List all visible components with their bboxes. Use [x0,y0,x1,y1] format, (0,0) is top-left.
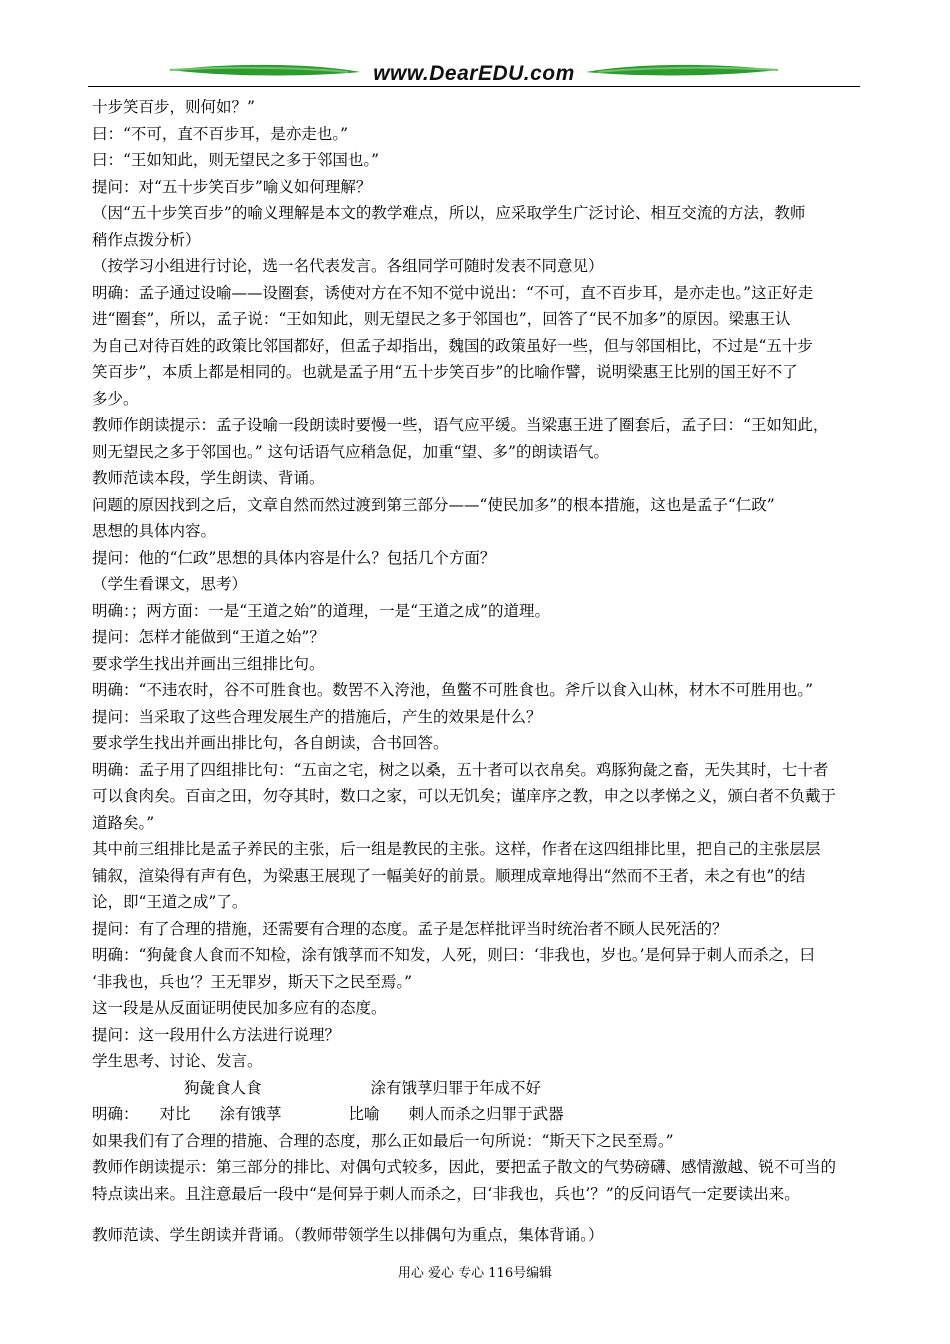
text-line: 提问：对“五十步笑百步”喻义如何理解？ [92,177,372,196]
text-line: 明确：孟子用了四组排比句：“五亩之宅，树之以桑，五十者可以衣帛矣。鸡豚狗彘之畜，无失其时，七十者 [92,760,829,779]
diagram-label: 明确： [92,1105,139,1123]
text-line: 论，即“王道之成”了。 [92,893,248,911]
page-footer: 用心 爱心 专心 116号编辑 [397,1266,553,1281]
text-line: ‘非我也，兵也’？王无罪岁，斯天下之民至焉。” [92,972,413,991]
text-line: 教师作朗读提示：第三部分的排比、对偶句式较多，因此，要把孟子散文的气势磅礴、感情激越、锐不可当的 [92,1158,837,1176]
text-line: 其中前三组排比是孟子养民的主张，后一组是教民的主张。这样，作者在这四组排比里，把自己的主张层层 [92,840,821,858]
header-rule [88,86,860,87]
text-line: 曰：“不可，直不百步耳，是亦走也。” [92,124,349,143]
text-line: 笑百步”，本质上都是相同的。也就是孟子用“五十步笑百步”的比喻作譬，说明梁惠王比别的国王好不了 [92,363,798,381]
text-line: （学生看课文，思考） [92,575,248,593]
text-line: 明确：“不违农时，谷不可胜食也。数罟不入洿池，鱼鳖不可胜食也。斧斤以食入山林，材木不可胜用也。” [92,681,814,699]
text-line: 要求学生找出并画出三组排比句。 [92,654,325,673]
text-line: 道路矣。” [92,813,155,832]
diagram-row-2 [92,1101,866,1128]
diagram-item: 刺人而杀之归罪于武器 [408,1105,564,1123]
text-line: 提问：当采取了这些合理发展生产的措施后，产生的效果是什么？ [92,707,542,726]
diagram-item: 涂有饿莩归罪于年成不好 [370,1078,542,1097]
text-line: 提问：他的“仁政”思想的具体内容是什么？包括几个方面？ [92,548,496,567]
text-line: 十步笑百步，则何如？” [92,98,255,116]
text-line: （因“五十步笑百步”的喻义理解是本文的教学难点，所以，应采取学生广泛讨论、相互交流的方法，教师 [92,204,806,222]
text-line: 则无望民之多于邻国也。” 这句话语气应稍急促，加重“望、多”的朗读语气。 [92,442,609,461]
text-line: 教师范读、学生朗读并背诵。（教师带领学生以排偶句为重点，集体背诵。） [92,1226,604,1244]
text-line: 可以食肉矣。百亩之田，勿夺其时，数口之家，可以无饥矣；谨庠序之教，申之以孝悌之义，颁白者不负戴于 [92,787,837,805]
text-line: 要求学生找出并画出排比句，各自朗读，合书回答。 [92,734,449,752]
text-line: 这一段是从反面证明使民加多应有的态度。 [92,999,387,1017]
text-line: 提问：怎样才能做到“王道之始”？ [92,628,325,646]
diagram-item: 对比 [159,1105,191,1123]
text-line: 进“圈套”，所以，孟子说：“王如知此，则无望民之多于邻国也”，回答了“民不加多”的原因。梁惠王认 [92,310,791,328]
text-line: 明确：；两方面：一是“王道之始”的道理，一是“王道之成”的道理。 [92,601,550,620]
site-name[interactable]: www.DearEDU.com [373,62,575,85]
diagram-row-1 [92,1075,866,1102]
text-line: 教师范读本段，学生朗读、背诵。 [92,469,325,487]
text-line: 学生思考、讨论、发言。 [92,1052,263,1070]
text-line: 提问：有了合理的措施，还需要有合理的态度。孟子是怎样批评当时统治者不顾人民死活的？ [92,919,728,938]
text-line: 稍作点拨分析） [92,230,201,249]
text-line: 明确：孟子通过设喻——设圈套，诱使对方在不知不觉中说出：“不可，直不百步耳，是亦走也。”这正好走 [92,283,814,302]
text-line: 提问：这一段用什么方法进行说理？ [92,1025,341,1044]
text-line: 明确：“狗彘食人食而不知检，涂有饿莩而不知发，人死，则曰：‘非我也，岁也。’是何异于刺人而杀之，曰 [92,946,816,964]
diagram-item: 比喻 [348,1105,380,1123]
text-line: 为自己对待百姓的政策比邻国都好，但孟子却指出，魏国的政策虽好一些，但与邻国相比，不过是“五十步 [92,336,813,355]
text-line: 特点读出来。且注意最后一段中“是何异于刺人而杀之，曰‘非我也，兵也’？”的反问语气一定要读出来。 [92,1184,800,1203]
text-line: 教师作朗读提示：孟子设喻一段朗读时要慢一些，语气应平缓。当梁惠王进了圈套后，孟子曰：“王如知此， [92,416,829,434]
text-line: 曰：“王如知此，则无望民之多于邻国也。” [92,151,380,169]
text-line: 问题的原因找到之后，文章自然而然过渡到第三部分——“使民加多”的根本措施，这也是孟子“仁政” [92,495,775,514]
text-line: 思想的具体内容。 [92,522,217,540]
text-line: （按学习小组进行讨论，选一名代表发言。各组同学可随时发表不同意见） [92,257,604,275]
text-line: 如果我们有了合理的措施、合理的态度，那么正如最后一句所说：“斯天下之民至焉。” [92,1131,674,1150]
document-body [92,94,866,1249]
diagram-item: 狗彘食人食 [184,1078,262,1097]
text-line: 铺叙，渲染得有声有色，为梁惠王展现了一幅美好的前景。顺理成章地得出“然而不王者，未之有也”的结 [92,866,806,885]
text-line: 多少。 [92,389,139,408]
diagram-item: 涂有饿莩 [219,1105,282,1123]
